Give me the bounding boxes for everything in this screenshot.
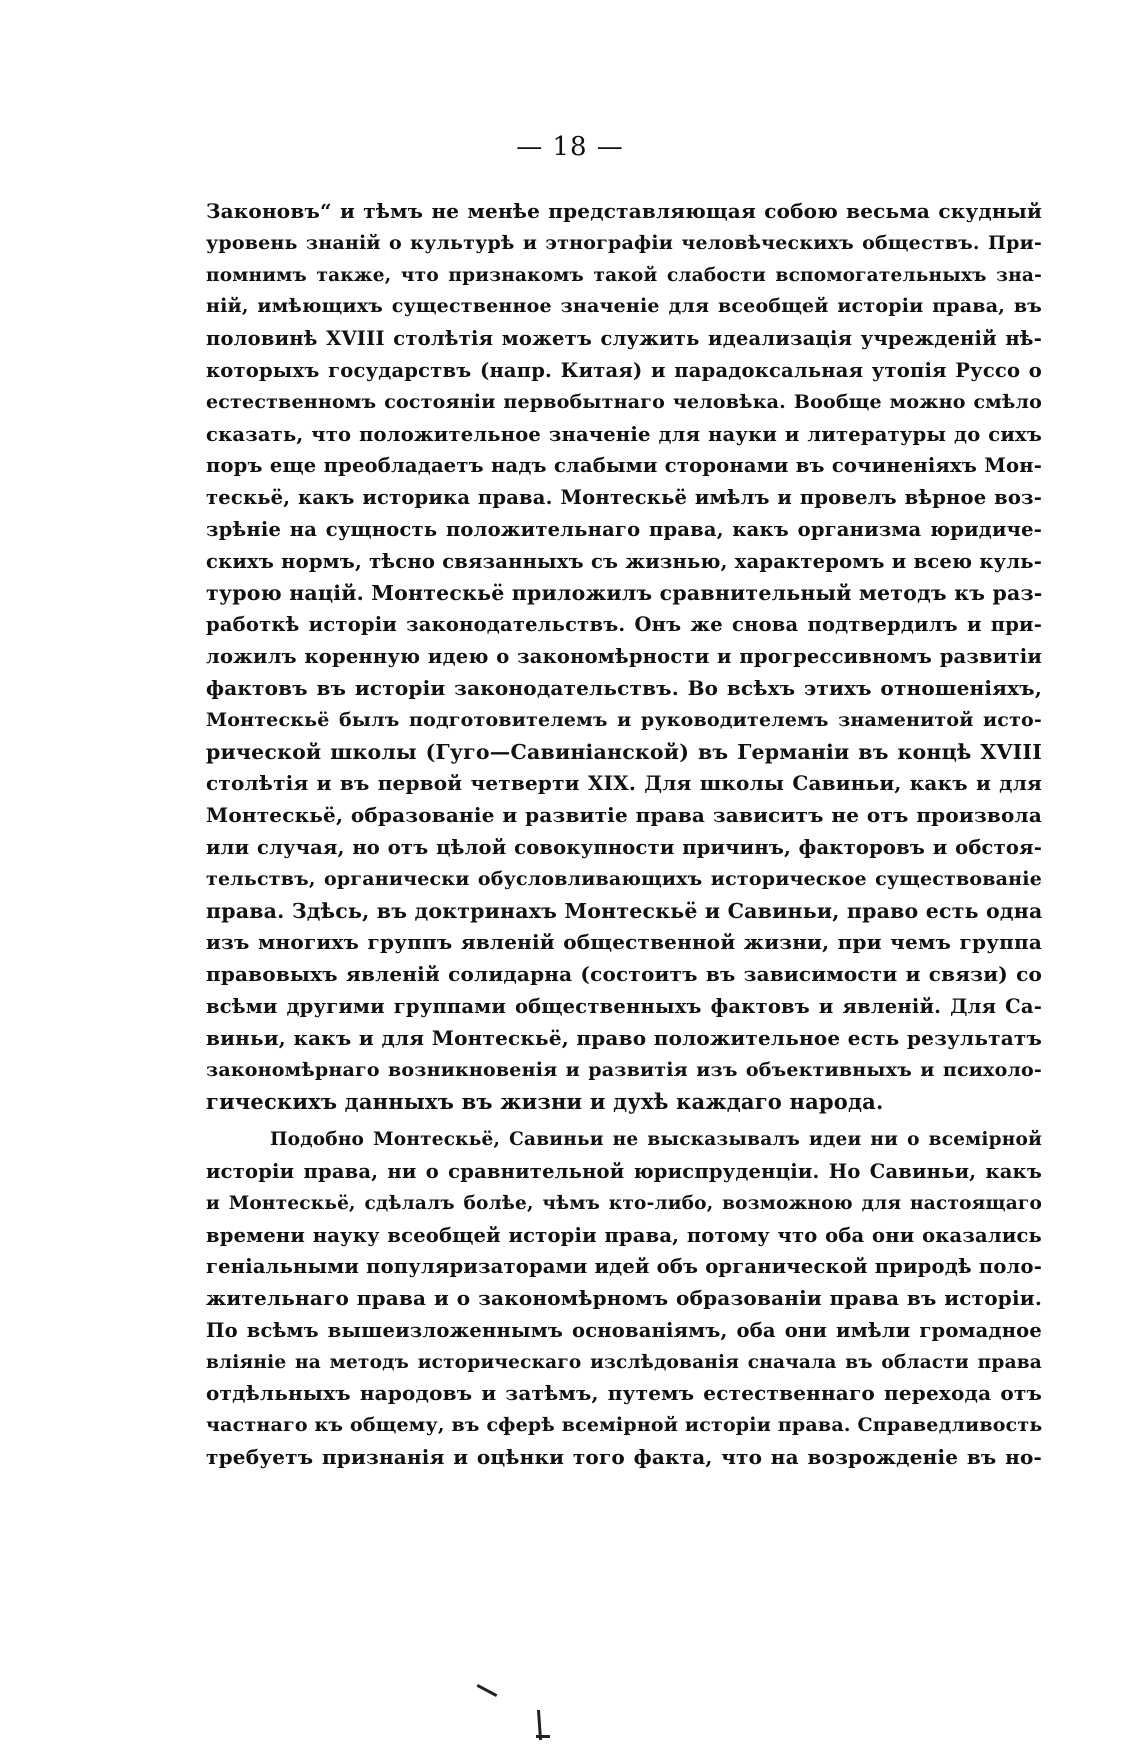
body-text [206, 196, 1042, 1474]
text-line: исторіи права, ни о сравнительной юриспруденціи. Но Савиньи, какъ [206, 1159, 1042, 1183]
text-line: всѣми другими группами общественныхъ фактовъ и явленій. Для Са- [206, 994, 1042, 1018]
text-line: помнимъ также, что признакомъ такой слабости вспомогательныхъ зна- [206, 264, 1042, 286]
text-line: поръ еще преобладаетъ надъ слабыми сторонами въ сочиненіяхъ Мон- [206, 454, 1042, 478]
text-line: По всѣмъ вышеизложеннымъ основаніямъ, оба они имѣли громадное [206, 1318, 1042, 1342]
text-line: вліяніе на методъ историческаго изслѣдованія сначала въ области права [206, 1351, 1042, 1373]
scan-speck [536, 1735, 550, 1738]
paragraph-2 [206, 1124, 1042, 1474]
text-line: половинѣ XVIII столѣтія можетъ служить идеализація учрежденій нѣ- [206, 327, 1042, 351]
text-line: жительнаго права и о закономѣрномъ образованіи права въ исторіи. [206, 1286, 1042, 1311]
text-line: турою націй. Монтескьё приложилъ сравнительный методъ къ раз- [206, 580, 1042, 605]
text-line: зрѣніе на сущность положительнаго права, какъ организма юридиче- [206, 517, 1042, 541]
text-line: права. Здѣсь, въ доктринахъ Монтескьё и Савиньи, право есть одна [206, 898, 1042, 923]
text-line: сказать, что положительное значеніе для науки и литературы до сихъ [206, 422, 1042, 446]
text-line: отдѣльныхъ народовъ и затѣмъ, путемъ естественнаго перехода отъ [206, 1381, 1042, 1406]
paragraph-1 [206, 196, 1042, 1118]
text-line: геніальными популяризаторами идей объ органической природѣ поло- [206, 1255, 1042, 1279]
text-line: Законовъ“ и тѣмъ не менѣе представляющая собою весьма скудный [206, 199, 1042, 223]
scan-speck [477, 1684, 498, 1697]
text-line: работкѣ исторіи законодательствъ. Онъ же снова подтвердилъ и при- [206, 613, 1042, 637]
text-line: тескьё, какъ историка права. Монтескьё имѣлъ и провелъ вѣрное воз- [206, 486, 1042, 510]
text-line: правовыхъ явленій солидарна (состоитъ въ зависимости и связи) со [206, 962, 1042, 987]
text-line: виньи, какъ и для Монтескьё, право положительное есть результатъ [206, 1025, 1042, 1050]
text-line: ложилъ коренную идею о закономѣрности и прогрессивномъ развитіи [206, 645, 1042, 669]
text-line: ній, имѣющихъ существенное значеніе для всеобщей исторіи права, въ [206, 295, 1042, 318]
text-line: Монтескьё, образованіе и развитіе права зависитъ не отъ произвола [206, 803, 1042, 828]
text-line: или случая, но отъ цѣлой совокупности причинъ, факторовъ и обстоя- [206, 835, 1042, 859]
text-line: рической школы (Гуго—Савиніанской) въ Германіи въ концѣ XVIII [206, 739, 1042, 764]
page-number: — 18 — [516, 132, 624, 162]
text-line: естественномъ состояніи первобытнаго человѣка. Вообще можно смѣло [206, 390, 1042, 413]
text-line: фактовъ въ исторіи законодательствъ. Во всѣхъ этихъ отношеніяхъ, [206, 675, 1042, 700]
text-line: частнаго къ общему, въ сферѣ всемірной исторіи права. Справедливость [206, 1414, 1042, 1437]
text-line: Подобно Монтескьё, Савиньи не высказывалъ идеи ни о всемірной [270, 1129, 1042, 1151]
text-line: уровень знаній о культурѣ и этнографіи человѣческихъ обществъ. При- [206, 231, 1042, 254]
text-line: времени науку всеобщей исторіи права, потому что оба они оказались [206, 1223, 1042, 1247]
text-line: изъ многихъ группъ явленій общественной жизни, при чемъ группа [206, 930, 1042, 955]
text-line: закономѣрнаго возникновенія и развитія изъ объективныхъ и психоло- [206, 1058, 1042, 1081]
text-line: которыхъ государствъ (напр. Китая) и парадоксальная утопія Руссо о [206, 358, 1042, 382]
text-line: столѣтія и въ первой четверти XIX. Для школы Савиньи, какъ и для [206, 771, 1042, 796]
text-line: гическихъ данныхъ въ жизни и духѣ каждаго народа. [206, 1089, 884, 1115]
text-line: требуетъ признанія и оцѣнки того факта, что на возрожденіе въ но- [206, 1445, 1042, 1470]
text-line: и Монтескьё, сдѣлалъ болѣе, чѣмъ кто-либо, возможною для настоящаго [206, 1192, 1042, 1214]
text-line: тельствъ, органически обусловливающихъ историческое существованіе [206, 867, 1042, 890]
text-line: скихъ нормъ, тѣсно связанныхъ съ жизнью, характеромъ и всею куль- [206, 549, 1042, 573]
text-line: Монтескьё былъ подготовителемъ и руководителемъ знаменитой исто- [206, 708, 1042, 731]
